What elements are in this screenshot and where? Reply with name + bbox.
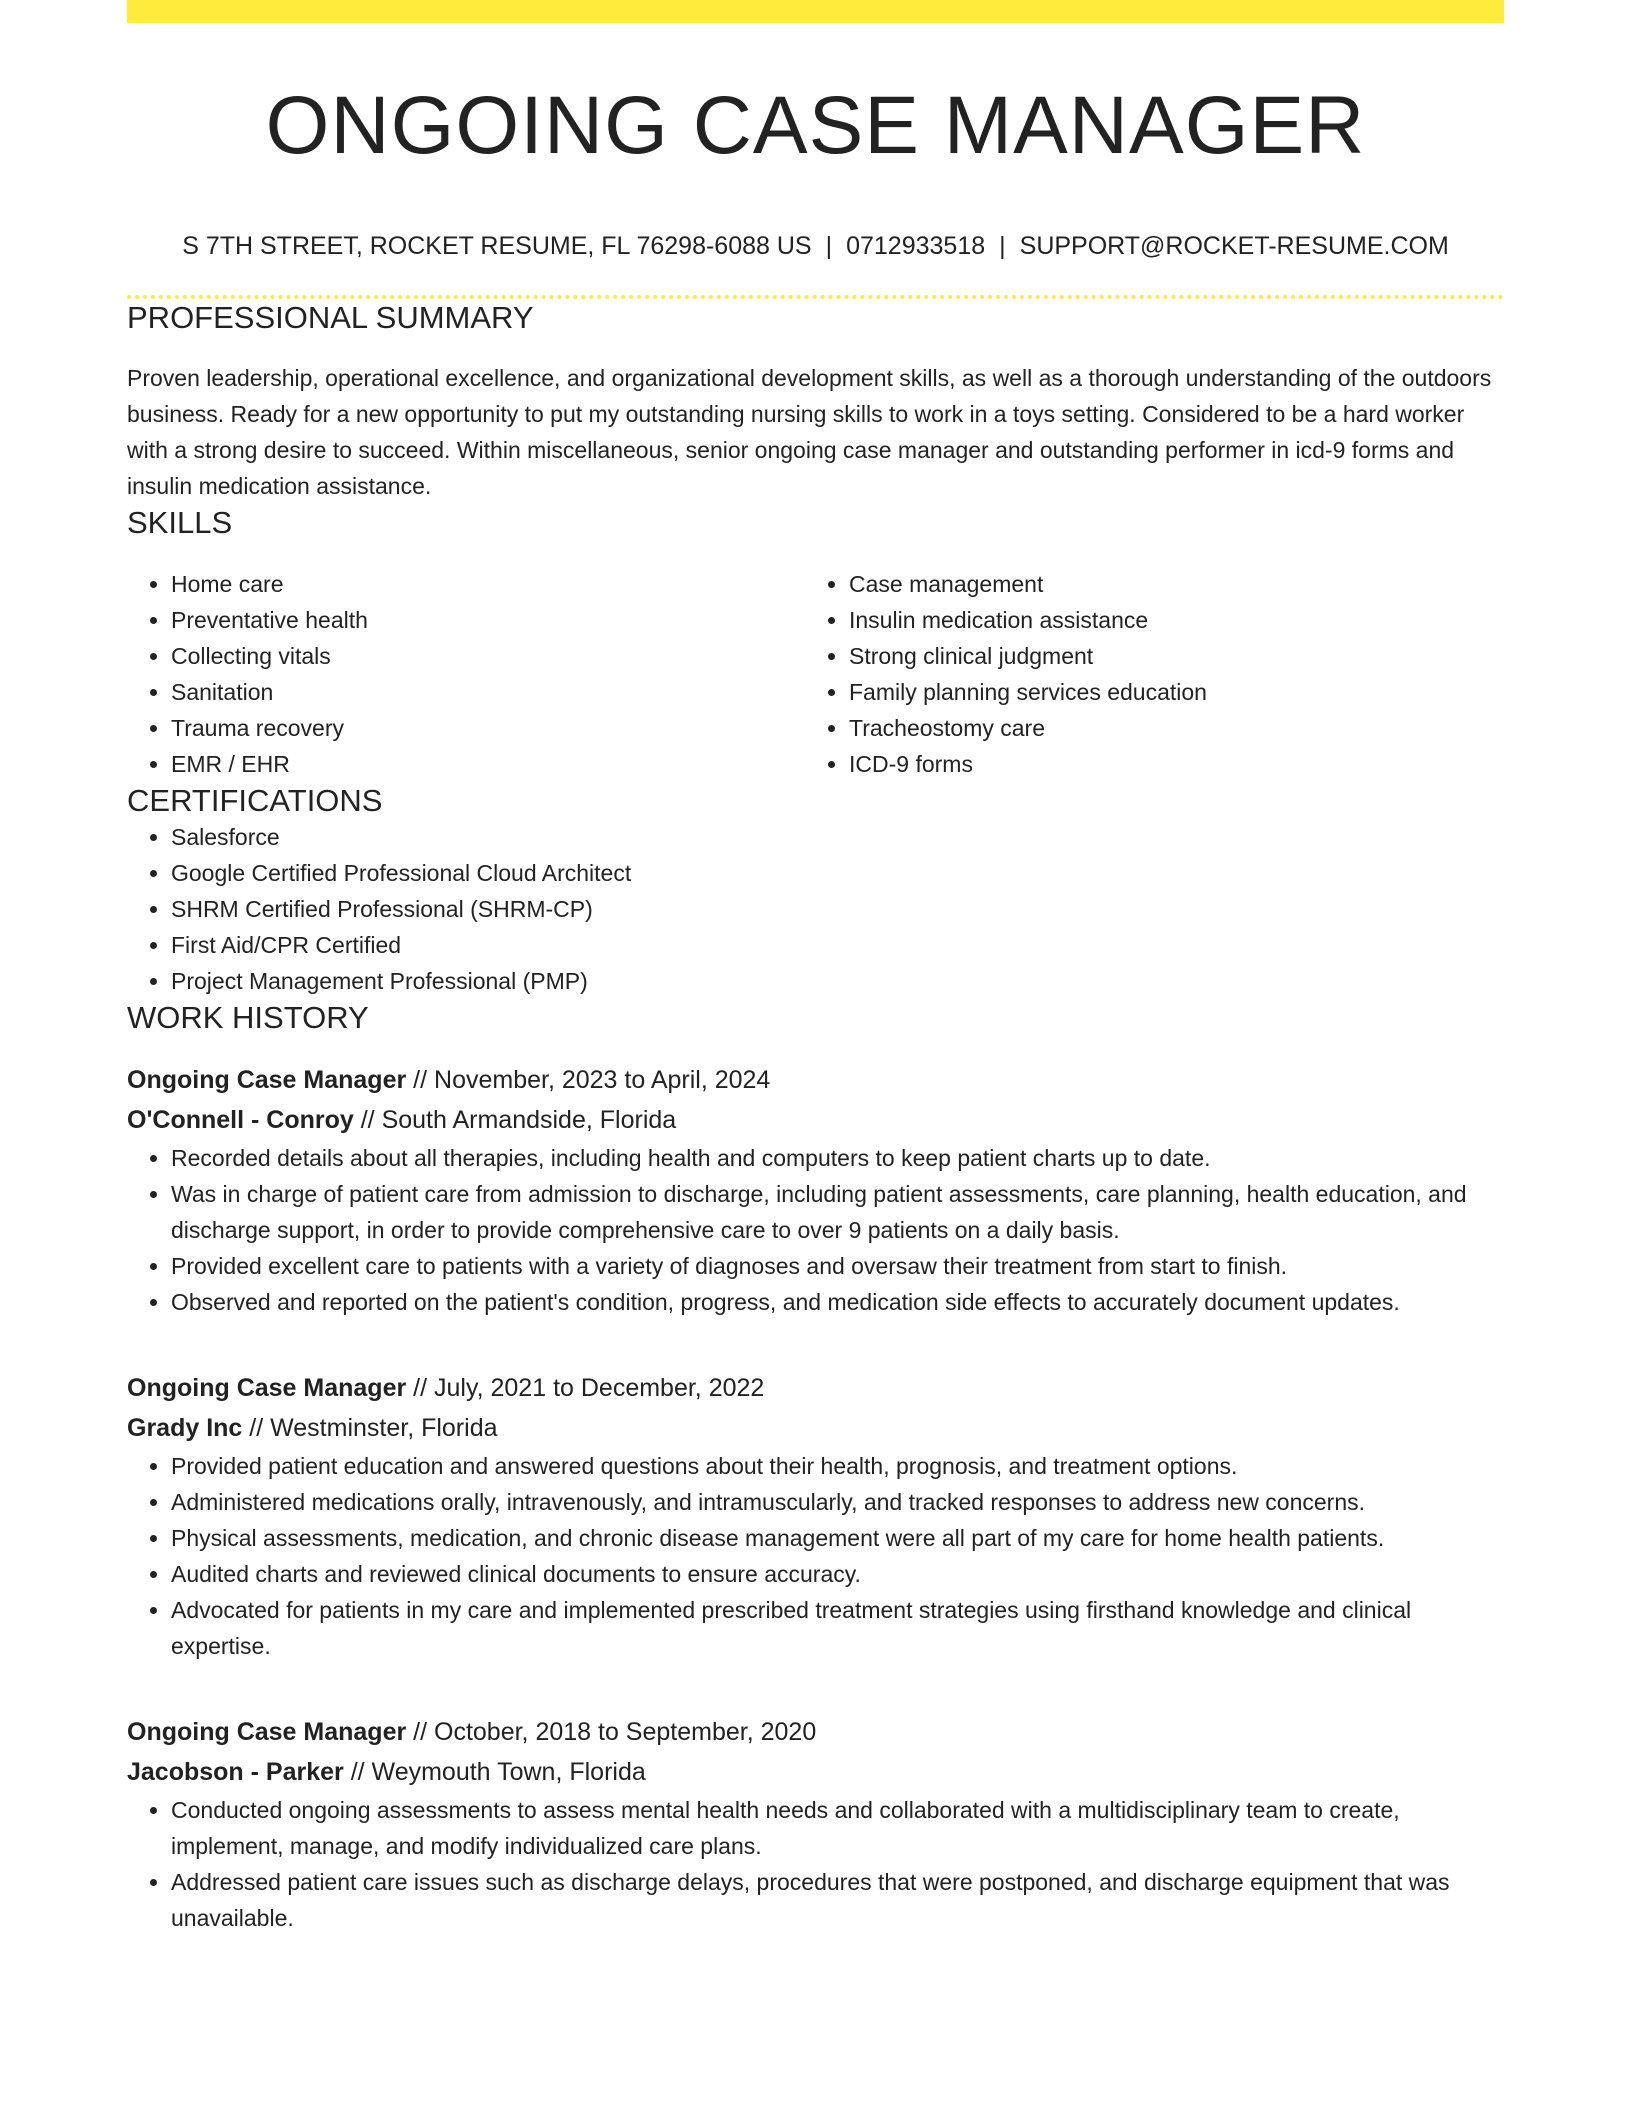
job-company-line (127, 1100, 1504, 1140)
job-bullet: • Audited charts and reviewed clinical documents to ensure accuracy. (171, 1556, 1504, 1592)
work-history-section-title: WORK HISTORY (127, 999, 369, 1035)
job-bullet: • Physical assessments, medication, and chronic disease management were all part of my care for home health patients. (171, 1520, 1504, 1556)
job-bullets (127, 1792, 1504, 1936)
job-dates: // October, 2018 to September, 2020 (413, 1717, 817, 1746)
skill-item: • Home care (171, 566, 805, 602)
job-bullet: • Was in charge of patient care from admission to discharge, including patient assessments, care planning, health education, and discharge support, in order to provide comprehensive care to over 9 patients on a daily basis. (171, 1176, 1504, 1248)
skill-item: • Family planning services education (849, 674, 1504, 710)
contact-address: S 7TH STREET, ROCKET RESUME, FL 76298-6088 US (182, 232, 812, 261)
job-entry (127, 1368, 1504, 1664)
resume-name-heading: ONGOING CASE MANAGER (265, 80, 1366, 171)
job-dates: // November, 2023 to April, 2024 (413, 1065, 771, 1094)
skills-list-left (127, 566, 805, 782)
contact-line (127, 231, 1504, 261)
skill-item: • Strong clinical judgment (849, 638, 1504, 674)
skills-list-right (805, 566, 1504, 782)
contact-separator: | (825, 232, 833, 261)
skill-item: • Tracheostomy care (849, 710, 1504, 746)
skills-section-title: SKILLS (127, 505, 233, 541)
job-bullet: • Recorded details about all therapies, including health and computers to keep patient charts up to date. (171, 1140, 1504, 1176)
job-role-line (127, 1060, 1504, 1100)
job-bullet: • Provided excellent care to patients with a variety of diagnoses and oversaw their treatment from start to finish. (171, 1248, 1504, 1284)
skill-item: • Case management (849, 566, 1504, 602)
certifications-list (127, 819, 1504, 999)
certification-item: • Salesforce (171, 819, 1504, 855)
certifications-section-title: CERTIFICATIONS (127, 782, 383, 818)
job-role: Ongoing Case Manager (127, 1717, 407, 1746)
job-bullet: • Administered medications orally, intravenously, and intramuscularly, and tracked responses to address new concerns. (171, 1484, 1504, 1520)
job-location: // South Armandside, Florida (360, 1105, 677, 1134)
job-company-line (127, 1408, 1504, 1448)
summary-section-title: PROFESSIONAL SUMMARY (127, 300, 534, 336)
job-company: Grady Inc (127, 1413, 243, 1442)
job-company-line (127, 1752, 1504, 1792)
resume-page (127, 0, 1504, 1936)
job-bullet: • Addressed patient care issues such as discharge delays, procedures that were postponed, and discharge equipment that was unavailable. (171, 1864, 1504, 1936)
contact-phone: 0712933518 (846, 232, 986, 261)
job-bullet: • Observed and reported on the patient's condition, progress, and medication side effects to accurately document updates. (171, 1284, 1504, 1320)
job-company: Jacobson - Parker (127, 1757, 344, 1786)
job-dates: // July, 2021 to December, 2022 (413, 1373, 765, 1402)
certification-item: • First Aid/CPR Certified (171, 927, 1504, 963)
job-role-line (127, 1368, 1504, 1408)
job-bullets (127, 1140, 1504, 1320)
contact-separator: | (999, 232, 1006, 261)
skill-item: • Preventative health (171, 602, 805, 638)
certification-item: • Google Certified Professional Cloud Architect (171, 855, 1504, 891)
job-bullet: • Advocated for patients in my care and implemented prescribed treatment strategies using firsthand knowledge and clinical expertise. (171, 1592, 1504, 1664)
skills-grid (127, 566, 1504, 782)
job-role: Ongoing Case Manager (127, 1373, 407, 1402)
skill-item: • ICD-9 forms (849, 746, 1504, 782)
summary-paragraph: Proven leadership, operational excellence, and organizational development skills, as well as a thorough understanding of the outdoors business. Ready for a new opportunity to put my outstanding nursing skills to work in a toys setting. Considered to be a hard worker with a strong desire to succeed. Within miscellaneous, senior ongoing case manager and outstanding performer in icd-9 forms and insulin medication assistance. (127, 365, 1492, 500)
certification-item: • Project Management Professional (PMP) (171, 963, 1504, 999)
skill-item: • Sanitation (171, 674, 805, 710)
accent-top-bar (127, 0, 1504, 23)
contact-email: SUPPORT@ROCKET-RESUME.COM (1019, 232, 1449, 261)
skill-item: • Trauma recovery (171, 710, 805, 746)
job-entry (127, 1712, 1504, 1936)
job-role-line (127, 1712, 1504, 1752)
job-entry (127, 1060, 1504, 1320)
job-location: // Weymouth Town, Florida (350, 1757, 646, 1786)
skill-item: • Insulin medication assistance (849, 602, 1504, 638)
skill-item: • EMR / EHR (171, 746, 805, 782)
skill-item: • Collecting vitals (171, 638, 805, 674)
job-company: O'Connell - Conroy (127, 1105, 354, 1134)
job-bullet: • Conducted ongoing assessments to assess mental health needs and collaborated with a multidisciplinary team to create, implement, manage, and modify individualized care plans. (171, 1792, 1504, 1864)
job-location: // Westminster, Florida (249, 1413, 498, 1442)
job-role: Ongoing Case Manager (127, 1065, 407, 1094)
job-bullets (127, 1448, 1504, 1664)
certification-item: • SHRM Certified Professional (SHRM-CP) (171, 891, 1504, 927)
job-bullet: • Provided patient education and answered questions about their health, prognosis, and treatment options. (171, 1448, 1504, 1484)
